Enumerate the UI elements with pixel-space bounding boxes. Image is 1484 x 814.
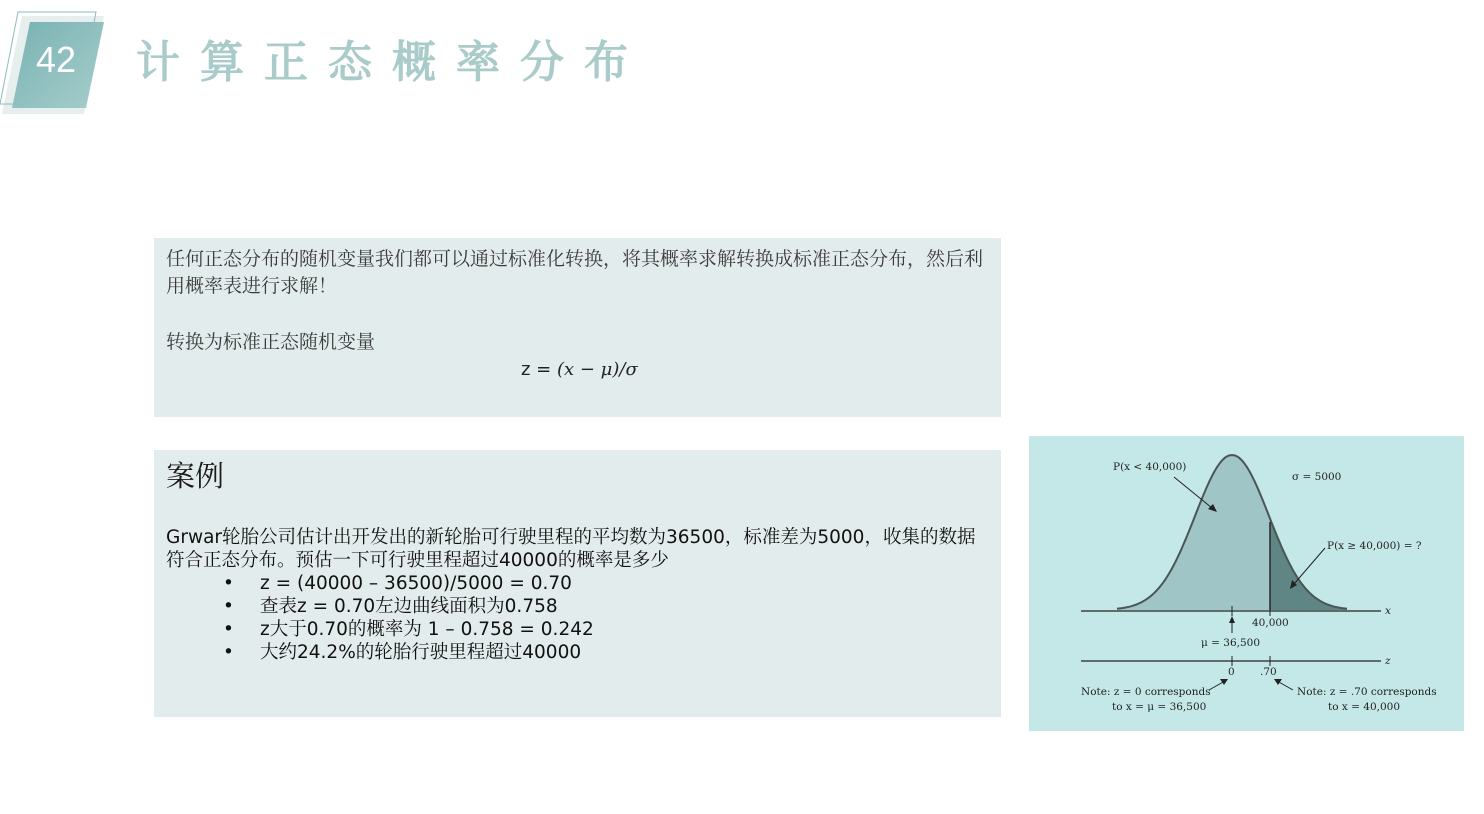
x-axis-label: x [1385, 605, 1391, 617]
tick-40000-label: 40,000 [1252, 617, 1289, 629]
z-formula [166, 358, 989, 382]
note-right-line1: Note: z = .70 corresponds [1297, 686, 1437, 698]
note-right-line2: to x = 40,000 [1328, 701, 1401, 713]
slide-number: 42 [35, 39, 77, 80]
note-left-line2: to x = μ = 36,500 [1112, 701, 1207, 713]
step-text: 查表z = 0.70左边曲线面积为0.758 [260, 596, 558, 617]
sigma-label: σ = 5000 [1292, 471, 1342, 483]
bullet-icon: • [223, 642, 234, 663]
case-panel [154, 450, 1001, 717]
right-prob-arrow [1294, 548, 1325, 584]
z-tick-0-label: 0 [1228, 666, 1235, 678]
slide-number-badge [0, 0, 120, 120]
list-item [223, 641, 989, 664]
left-area [1117, 455, 1270, 610]
step-text: z = (40000 – 36500)/5000 = 0.70 [260, 573, 572, 594]
z-tick-70-label: .70 [1260, 666, 1277, 678]
page-title: 计算正态概率分布 [136, 37, 648, 88]
bullet-icon: • [223, 619, 234, 640]
right-area [1270, 519, 1347, 611]
list-item [223, 595, 989, 618]
case-description: Grwar轮胎公司估计出开发出的新轮胎可行驶里程的平均数为36500，标准差为5000，收集的数据符合正态分布。预估一下可行驶里程超过40000的概率是多少 [166, 527, 976, 571]
left-prob-label: P(x < 40,000) [1113, 461, 1187, 473]
formula-rhs: (x − μ)/σ [556, 359, 638, 380]
case-title: 案例 [166, 459, 225, 493]
case-steps [166, 572, 989, 664]
formula-lhs: z = [521, 359, 557, 380]
convert-label: 转换为标准正态随机变量 [166, 331, 376, 353]
normal-curve-svg [1029, 436, 1464, 731]
list-item [223, 618, 989, 641]
bullet-icon: • [223, 573, 234, 594]
intro-text: 任何正态分布的随机变量我们都可以通过标准化转换，将其概率求解转换成标准正态分布，然后利用概率表进行求解！ [166, 248, 984, 297]
bullet-icon: • [223, 596, 234, 617]
right-prob-label: P(x ≥ 40,000) = ? [1327, 540, 1422, 552]
step-text: z大于0.70的概率为 1 – 0.758 = 0.242 [260, 619, 594, 640]
mu-arrow-head [1229, 616, 1235, 623]
step-text: 大约24.2%的轮胎行驶里程超过40000 [260, 642, 582, 663]
intro-panel [154, 238, 1001, 417]
z-axis-label: z [1385, 655, 1391, 667]
note-left-arrow-head [1220, 679, 1228, 685]
note-left-line1: Note: z = 0 corresponds [1081, 686, 1211, 698]
normal-distribution-figure [1029, 436, 1464, 731]
mu-label: μ = 36,500 [1201, 637, 1261, 649]
note-right-arrow-head [1274, 679, 1282, 685]
list-item [223, 572, 989, 595]
